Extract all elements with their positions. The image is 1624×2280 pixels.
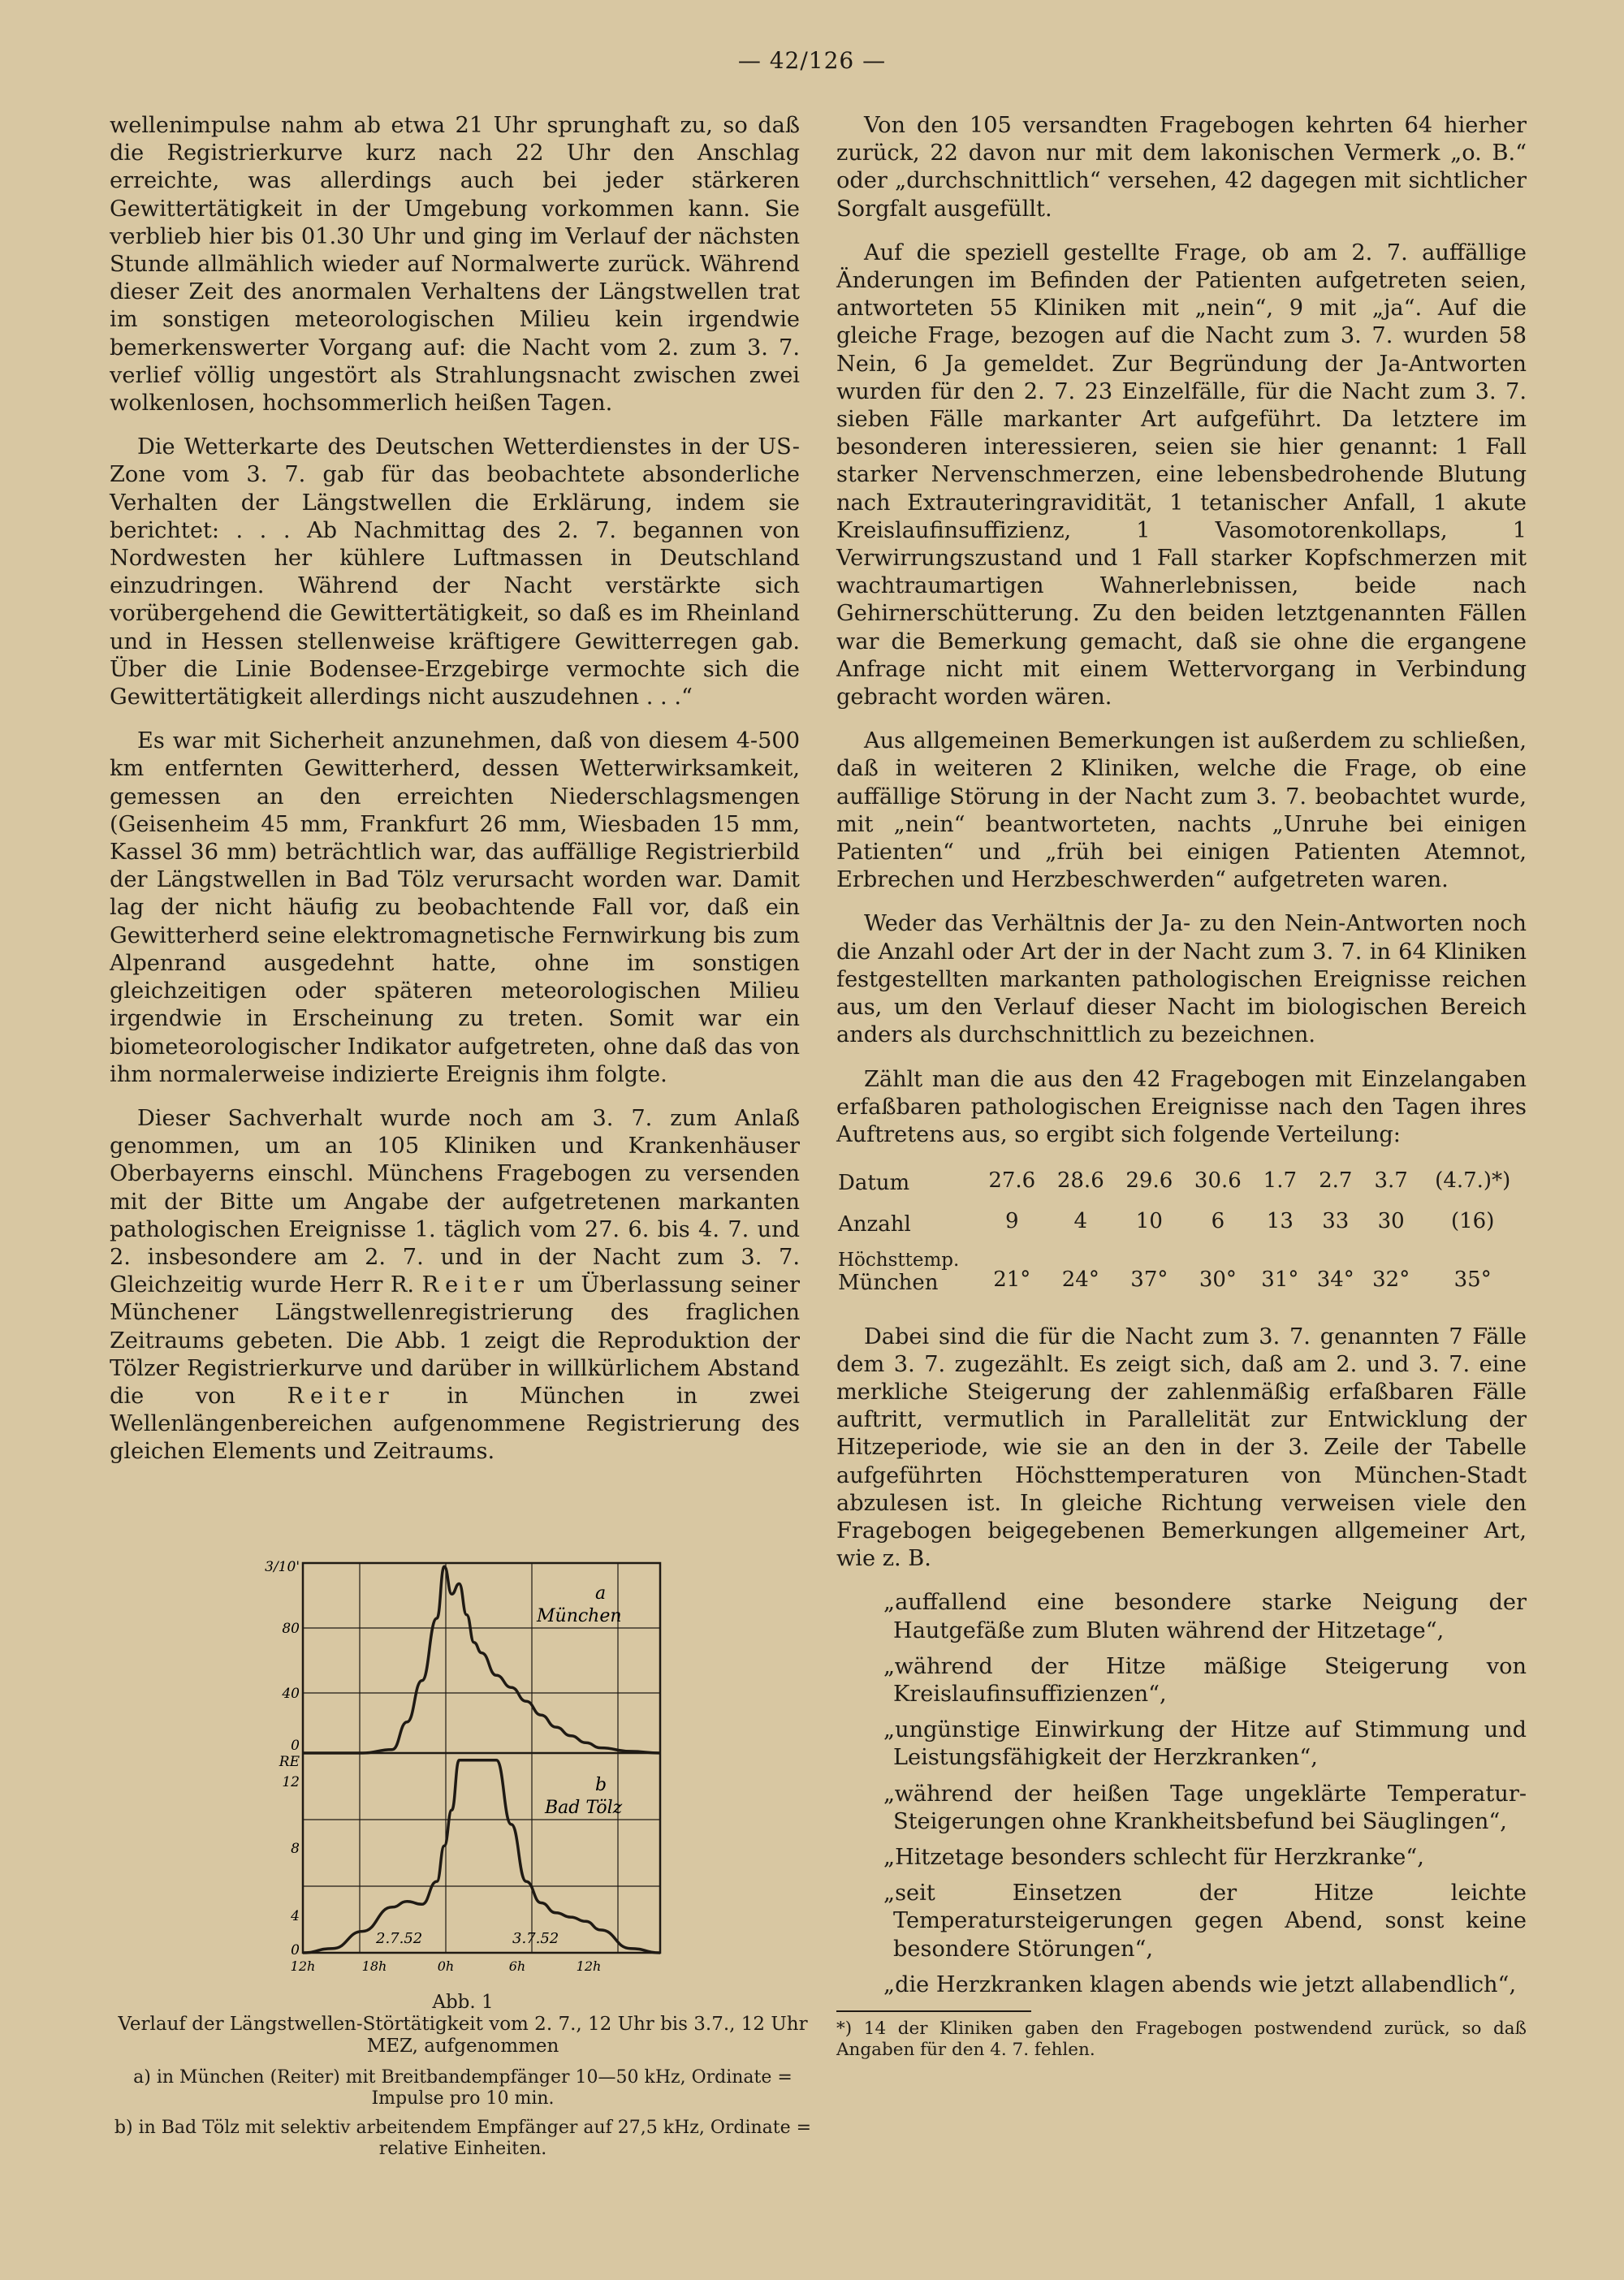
quote-item: „Hitzetage besonders schlecht für Herzkranke“,	[883, 1844, 1424, 1870]
y-label-top-1: 80	[282, 1621, 300, 1637]
table-cell: 24°	[1061, 1267, 1099, 1293]
quote-item: „auffallend eine besondere starke Neigung der Hautgefäße zum Bluten während der Hitzetage“,	[883, 1590, 1527, 1643]
table-cell: 3.7	[1374, 1168, 1408, 1194]
table-row-counts	[836, 1207, 1527, 1248]
right-column	[836, 112, 1527, 2061]
author-name-reiter: Reiter	[421, 1272, 530, 1298]
quote-item: „während der heißen Tage ungeklärte Temperatur-Steigerungen ohne Krankheitsbefund bei Säuglingen“,	[883, 1781, 1527, 1834]
quote-item: „seit Einsetzen der Hitze leichte Temperatursteigerungen gegen Abend, sonst keine besondere Störungen“,	[883, 1881, 1527, 1962]
left-paragraph-4-part1: Dieser Sachverhalt wurde noch am 3. 7. zum Anlaß genommen, um an 105 Kliniken und Krankenhäuser Oberbayerns einschl. Münchens Fragebogen zu versenden mit der Bitte um Angabe der aufgetretenen markanten pathologischen Ereignisse 1. täglich vom 27. 6. bis 4. 7. und 2. insbesondere am 2. 7. und in der Nacht zum 3. 7. Gleichzeitig wurde Herr R.	[110, 1105, 800, 1298]
table-cell: 31°	[1261, 1267, 1299, 1293]
series-a-letter: a	[595, 1583, 607, 1604]
date-label-2: 3.7.52	[512, 1930, 559, 1947]
table-cell: 35°	[1453, 1267, 1492, 1293]
table-row-dates	[836, 1167, 1527, 1207]
distribution-table	[836, 1167, 1527, 1306]
table-cell: 33	[1322, 1209, 1350, 1234]
series-b-label: Bad Tölz	[545, 1798, 623, 1818]
figure-caption-title: Abb. 1	[432, 1992, 494, 2013]
chart-svg	[254, 1547, 676, 1985]
table-cell: 2.7	[1319, 1168, 1353, 1194]
table-row-temps	[836, 1249, 1527, 1307]
series-line-muenchen	[303, 1566, 660, 1753]
row-label-hoechsttemp-line2: München	[838, 1270, 939, 1295]
right-paragraph-2: Auf die speziell gestellte Frage, ob am 2. 7. auffällige Änderungen im Befinden der Patienten aufgetreten seien, antworteten 55 Kliniken mit „nein“, 9 mit „ja“. Auf die gleiche Frage, bezogen auf die Nacht zum 3. 7. wurden 58 Nein, 6 Ja gemeldet. Zur Begründung der Ja-Antworten wurden für den 2. 7. 23 Einzelfälle, für die Nacht zum 3. 7. sieben Fälle markanter Art aufgeführt. Da letztere im besonderen interessieren, seien sie hier genannt: 1 Fall starker Nervenschmerzen, eine lebensbedrohende Blutung nach Extrauteringravidität, 1 tetanischer Anfall, 1 akute Kreislaufinsuffizienz, 1 Vasomotorenkollaps, 1 Verwirrungszustand und 1 Fall starker Kopfschmerzen mit wachtraumartigen Wahnerlebnissen, beide nach Gehirnerschütterung. Zu den beiden letztgenannten Fällen war die Bemerkung gemacht, daß sie ohne die ergangene Anfrage nicht mit einem Wettervorgang in Verbindung gebracht worden wären.	[836, 240, 1527, 710]
y-label-bottom-0: RE	[279, 1754, 300, 1770]
table-cell: 6	[1211, 1209, 1225, 1234]
table-cell: 1.7	[1263, 1168, 1298, 1194]
y-label-top-0: 3/10'	[265, 1559, 300, 1575]
table-cell: 21°	[993, 1267, 1031, 1293]
table-cell: 4	[1073, 1209, 1088, 1234]
y-label-bottom-2: 8	[291, 1841, 300, 1857]
left-column	[110, 112, 800, 1483]
x-label-2: 0h	[437, 1958, 455, 1974]
left-paragraph-1: wellenimpulse nahm ab etwa 21 Uhr sprunghaft zu, so daß die Registrierkurve kurz nach 22 Uhr den Anschlag erreichte, was allerdings auch bei jeder stärkeren Gewittertätigkeit in der Umgebung vorkommen kann. Sie verblieb hier bis 01.30 Uhr und ging im Verlauf der nächsten Stunde allmählich wieder auf Normalwerte zurück. Während dieser Zeit des anormalen Verhaltens der Längstwellen trat im sonstigen meteorologischen Milieu kein irgendwie bemerkenswerter Vorgang auf: die Nacht vom 2. zum 3. 7. verlief völlig ungestört als Strahlungsnacht zwischen zwei wolkenlosen, hochsommerlich heißen Tagen.	[110, 113, 800, 417]
table-cell: 28.6	[1056, 1168, 1104, 1194]
table-cell: 30	[1377, 1209, 1405, 1234]
right-paragraph-1: Von den 105 versandten Fragebogen kehrten 64 hierher zurück, 22 davon nur mit dem lakonischen Vermerk „o. B.“ oder „durchschnittlich“ versehen, 42 dagegen mit sichtlicher Sorgfalt ausgefüllt.	[836, 113, 1527, 222]
y-label-top-3: 0	[291, 1738, 300, 1754]
quote-item: „die Herzkranken klagen abends wie jetzt allabendlich“,	[883, 1971, 1517, 1997]
table-cell: 34°	[1316, 1267, 1354, 1293]
y-label-bottom-3: 4	[291, 1908, 300, 1924]
x-label-0: 12h	[290, 1958, 316, 1974]
row-label-hoechsttemp-line1: Höchsttemp.	[838, 1249, 960, 1271]
figure-notes	[110, 2067, 816, 2160]
figure-caption-text: Verlauf der Längstwellen-Störtätigkeit vom 2. 7., 12 Uhr bis 3.7., 12 Uhr MEZ, aufgenommen	[118, 2014, 808, 2057]
row-label-anzahl: Anzahl	[838, 1211, 911, 1237]
x-label-3: 6h	[508, 1958, 526, 1974]
x-label-1: 18h	[361, 1958, 387, 1974]
footnote-rule	[836, 2010, 1031, 2012]
page-number: — 42/126 —	[737, 47, 887, 74]
right-paragraph-4: Weder das Verhältnis der Ja- zu den Nein-Antworten noch die Anzahl oder Art der in der Nacht zum 3. 7. in 64 Kliniken festgestellten markanten pathologischen Ereignisse reichen aus, um den Verlauf dieser Nacht im biologischen Bereich anders als durchschnittlich zu bezeichnen.	[836, 911, 1527, 1048]
table-cell: 13	[1266, 1209, 1294, 1234]
table-cell: (4.7.)*)	[1435, 1168, 1511, 1194]
y-label-top-2: 40	[282, 1686, 300, 1702]
right-paragraph-3: Aus allgemeinen Bemerkungen ist außerdem zu schließen, daß in weiteren 2 Kliniken, welche die Frage, ob eine auffällige Störung in der Nacht zum 3. 7. beobachtet wurde, mit „nein“ beantworteten, nachts „Unruhe bei einigen Patienten“ und „früh bei einigen Patienten Atemnot, Erbrechen und Herzbeschwerden“ aufgetreten waren.	[836, 728, 1527, 893]
left-paragraph-2: Die Wetterkarte des Deutschen Wetterdienstes in der US-Zone vom 3. 7. gab für das beobachtete absonderliche Verhalten der Längstwellen die Erklärung, indem sie berichtet: . . . Ab Nachmittag des 2. 7. begannen von Nordwesten her kühlere Luftmassen in Deutschland einzudringen. Während der Nacht verstärkte sich vorübergehend die Gewittertätigkeit, so daß es im Rheinland und in Hessen stellenweise kräftigere Gewitterregen gab. Über die Linie Bodensee-Erzgebirge vermochte sich die Gewittertätigkeit allerdings nicht auszudehnen . . .“	[110, 434, 800, 710]
table-cell: 37°	[1130, 1267, 1168, 1293]
row-label-hoechsttemp	[836, 1249, 978, 1307]
figure-abb-1	[110, 1547, 816, 2168]
table-cell: 30°	[1199, 1267, 1237, 1293]
x-label-4: 12h	[576, 1958, 602, 1974]
left-paragraph-4-part3: in München in zwei Wellenlängenbereichen aufgenommene Registrierung des gleichen Elements und Zeitraums.	[110, 1383, 800, 1465]
y-label-bottom-1: 12	[282, 1774, 300, 1790]
author-name-reiter: Reiter	[287, 1383, 395, 1409]
footnote: *) 14 der Kliniken gaben den Fragebogen postwendend zurück, so daß Angaben für den 4. 7. fehlen.	[836, 2018, 1527, 2060]
quote-item: „ungünstige Einwirkung der Hitze auf Stimmung und Leistungsfähigkeit der Herzkranken“,	[883, 1717, 1527, 1771]
figure-caption	[110, 1992, 816, 2058]
left-paragraph-4	[110, 1105, 800, 1466]
table-cell: 9	[1004, 1209, 1019, 1234]
left-paragraph-4-part2: um Überlassung seiner Münchener Längstwellenregistrierung des fraglichen Zeitraums gebeten. Die Abb. 1 zeigt die Reproduktion der Tölzer Registrierkurve und darüber in willkürlichem Abstand die von	[110, 1272, 801, 1409]
series-b-letter: b	[595, 1775, 607, 1795]
left-paragraph-3: Es war mit Sicherheit anzunehmen, daß von diesem 4-500 km entfernten Gewitterherd, dessen Wetterwirksamkeit, gemessen an den erreichten Niederschlagsmengen (Geisenheim 45 mm, Frankfurt 26 mm, Wiesbaden 15 mm, Kassel 36 mm) beträchtlich war, das auffällige Registrierbild der Längstwellen in Bad Tölz verursacht worden war. Damit lag der nicht häufig zu beobachtende Fall vor, daß ein Gewitterherd seine elektromagnetische Fernwirkung bis zum Alpenrand ausgedehnt hatte, ohne im sonstigen gleichzeitigen oder späteren meteorologischen Milieu irgendwie in Erscheinung zu treten. Somit war ein biometeorologischer Indikator aufgetreten, ohne daß das von ihm normalerweise indizierte Ereignis ihm folgte.	[110, 728, 800, 1087]
table-cell: 10	[1135, 1209, 1163, 1234]
table-cell: 29.6	[1125, 1168, 1173, 1194]
series-a-label: München	[537, 1606, 622, 1626]
table-cell: (16)	[1451, 1209, 1495, 1234]
table-cell: 30.6	[1194, 1168, 1242, 1194]
right-paragraph-5: Zählt man die aus den 42 Fragebogen mit Einzelangaben erfaßbaren pathologischen Ereignisse nach den Tagen ihres Auftretens aus, so ergibt sich folgende Verteilung:	[836, 1066, 1527, 1147]
table-cell: 27.6	[988, 1168, 1036, 1194]
table-cell: 32°	[1372, 1267, 1410, 1293]
right-paragraph-6: Dabei sind die für die Nacht zum 3. 7. genannten 7 Fälle dem 3. 7. zugezählt. Es zeigt sich, daß am 2. und 3. 7. eine merkliche Steigerung der zahlenmäßig erfaßbaren Fälle auftritt, vermutlich in Parallelität zur Entwicklung der Hitzeperiode, wie sie an den in der 3. Zeile der Tabelle aufgeführten Höchsttemperaturen von München-Stadt abzulesen ist. In gleiche Richtung verweisen viele den Fragebogen beigegebenen Bemerkungen allgemeiner Art, wie z. B.	[836, 1324, 1527, 1572]
quote-list	[836, 1589, 1527, 1999]
y-label-bottom-4: 0	[291, 1942, 300, 1958]
figure-note-a: a) in München (Reiter) mit Breitbandempfänger 10—50 kHz, Ordinate = Impulse pro 10 min.	[133, 2067, 793, 2109]
row-label-datum: Datum	[838, 1171, 910, 1196]
figure-note-b: b) in Bad Tölz mit selektiv arbeitendem Empfänger auf 27,5 kHz, Ordinate = relative Einheiten.	[114, 2118, 812, 2159]
date-label-1: 2.7.52	[376, 1930, 423, 1947]
quote-item: „während der Hitze mäßige Steigerung von Kreislaufinsuffizienzen“,	[883, 1653, 1527, 1707]
